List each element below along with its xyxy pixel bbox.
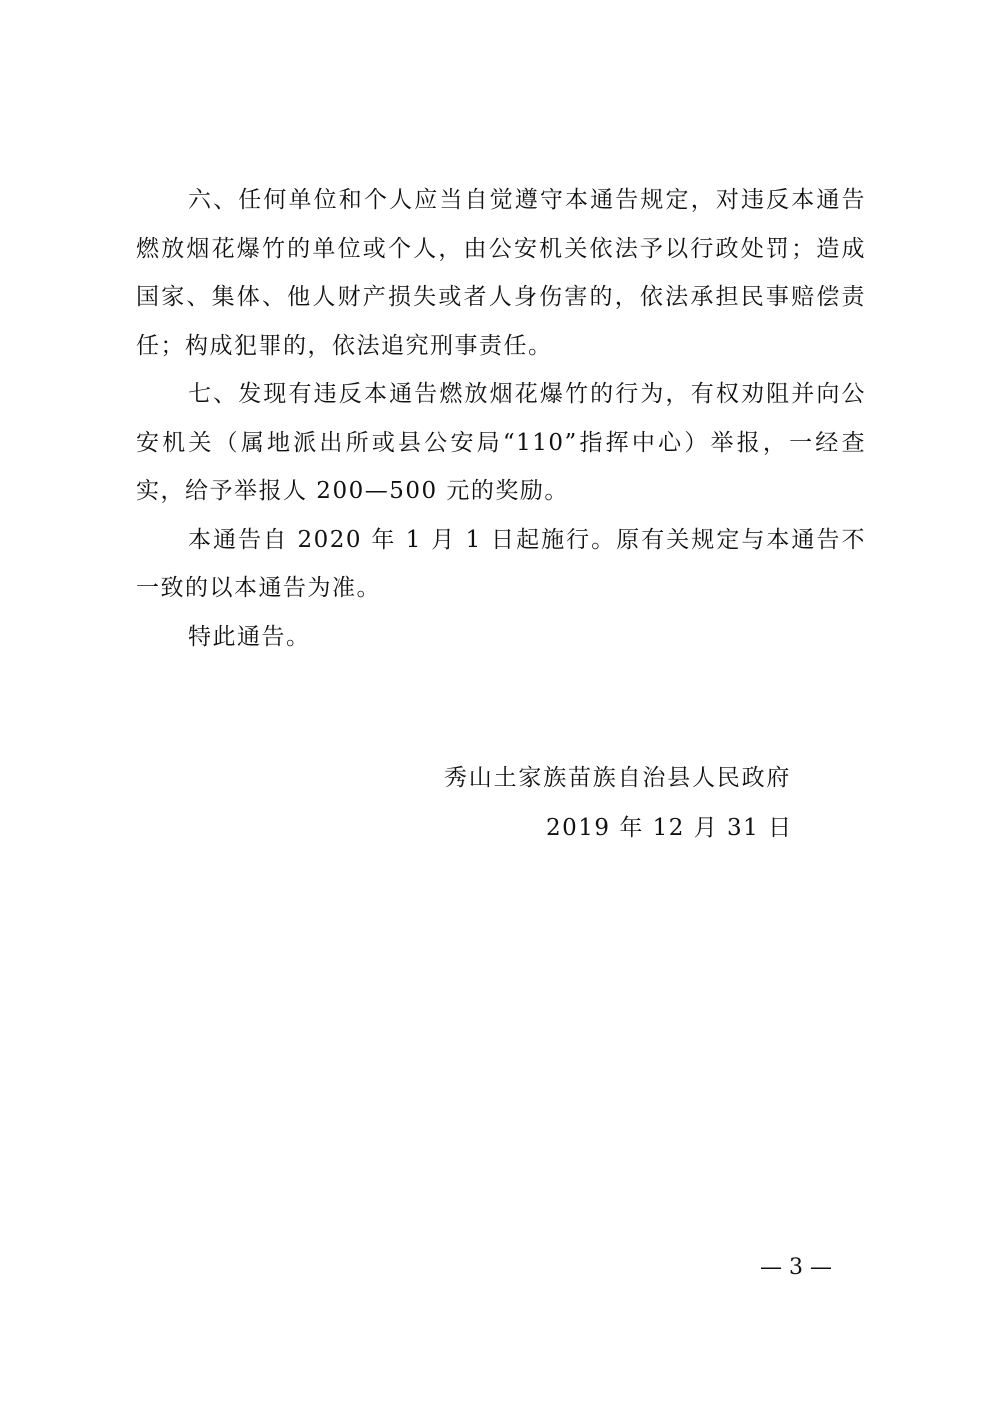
paragraph-reporting: 七、发现有违反本通告燃放烟花爆竹的行为，有权劝阻并向公安机关（属地派出所或县公安局“110”指挥中心）举报，一经查实，给予举报人 200—500 元的奖励。: [136, 381, 866, 504]
paragraph-effective-date: 本通告自 2020 年 1 月 1 日起施行。原有关规定与本通告不一致的以本通告为准。: [136, 526, 866, 601]
issuing-organization: 秀山土家族苗族自治县人民政府: [444, 765, 792, 791]
page-number: — 3 —: [760, 1255, 832, 1280]
issue-date: 2019 年 12 月 31 日: [546, 815, 793, 841]
paragraph-penalties: 六、任何单位和个人应当自觉遵守本通告规定，对违反本通告燃放烟花爆竹的单位或个人，由公安机关依法予以行政处罚；造成国家、集体、他人财产损失或者人身伤害的，依法承担民事赔偿责任；构成犯罪的，依法追究刑事责任。: [136, 187, 866, 359]
signature-block: [444, 762, 864, 841]
paragraph-closing: 特此通告。: [188, 623, 311, 650]
document-body: [136, 176, 866, 661]
